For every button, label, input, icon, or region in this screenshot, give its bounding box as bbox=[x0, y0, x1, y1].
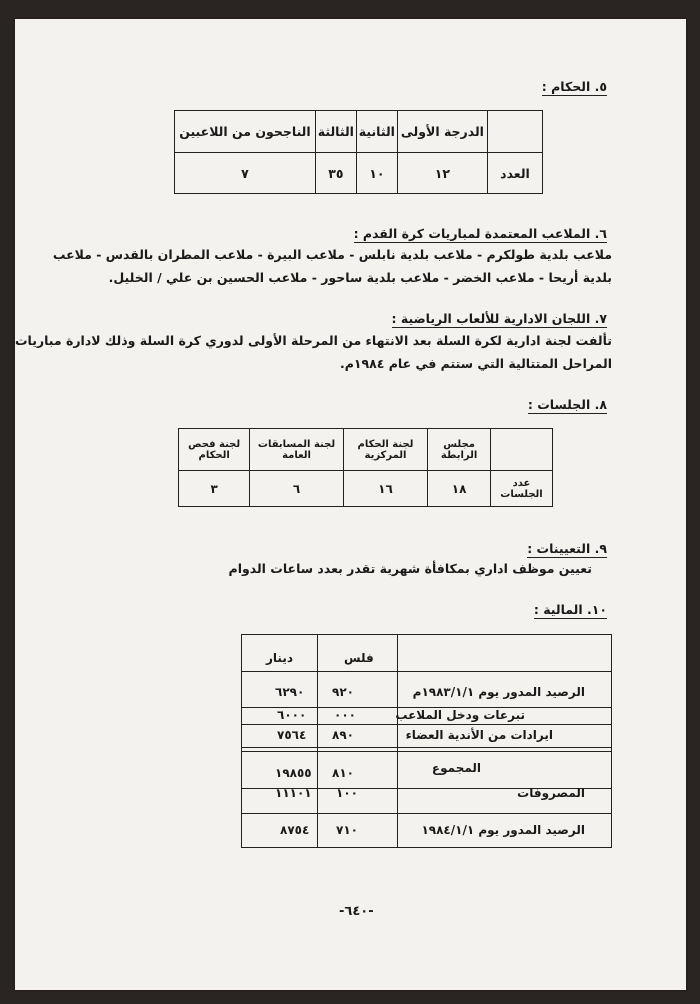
sessions-header-competitions-committee: لجنة المسابقات العامة bbox=[250, 429, 343, 471]
finance-dinar-2: ٧٥٦٤ bbox=[277, 728, 307, 742]
referees-table bbox=[174, 110, 543, 194]
section-7-heading: ٧. اللجان الادارية للألعاب الرياضية : bbox=[391, 311, 607, 326]
section-6-line-1: ملاعب بلدية طولكرم - ملاعب بلدية نابلس - ملاعب البيرة - ملاعب المطران بالقدس - ملاعب bbox=[52, 247, 612, 262]
section-7-line-2: المراحل المتتالية التي ستتم في عام ١٩٨٤م. bbox=[339, 356, 612, 371]
finance-dinar-3: ١٩٨٥٥ bbox=[275, 766, 312, 780]
sessions-header-council: مجلس الرابطة bbox=[428, 429, 491, 471]
referees-row-label: العدد bbox=[488, 153, 543, 194]
section-6-line-2: بلدية أريحا - ملاعب الخضر - ملاعب بلدية ساحور - ملاعب الحسين بن علي / الخليل. bbox=[108, 270, 612, 285]
sessions-header-referees-committee: لجنة الحكام المركزية bbox=[343, 429, 428, 471]
page-number: -٦٤٠- bbox=[339, 904, 374, 919]
finance-dinar-4: ١١١٠١ bbox=[275, 786, 312, 800]
sessions-value-competitions-committee: ٦ bbox=[250, 471, 343, 507]
sessions-value-referees-committee: ١٦ bbox=[343, 471, 428, 507]
finance-dinar-1: ٦٠٠٠ bbox=[277, 708, 307, 722]
finance-fils-4: ١٠٠ bbox=[336, 786, 358, 800]
sessions-table bbox=[178, 428, 553, 507]
finance-label-4: المصروفات bbox=[517, 786, 585, 800]
finance-label-1: تبرعات ودخل الملاعب bbox=[395, 708, 525, 722]
finance-label-5: الرصيد المدور يوم ١٩٨٤/١/١ bbox=[421, 823, 585, 837]
finance-dinar-5: ٨٧٥٤ bbox=[280, 823, 310, 837]
referees-value-second: ١٠ bbox=[356, 153, 397, 194]
referees-header-third: الثالثة bbox=[315, 111, 356, 153]
sessions-value-council: ١٨ bbox=[428, 471, 491, 507]
finance-label-2: ايرادات من الأندية العضاء bbox=[405, 728, 553, 742]
finance-label-0: الرصيد المدور يوم ١٩٨٣/١/١م bbox=[412, 685, 585, 699]
sessions-header-exam-committee: لجنة فحص الحكام bbox=[179, 429, 250, 471]
sessions-row-label: عدد الجلسات bbox=[491, 471, 553, 507]
finance-fils-5: ٧١٠ bbox=[336, 823, 358, 837]
referees-header-first: الدرجة الأولى bbox=[397, 111, 487, 153]
section-7-line-1: تألفت لجنة ادارية لكرة السلة بعد الانتهاء من المرحلة الأولى لدوري كرة السلة وذلك لادارة مباريات bbox=[14, 333, 612, 348]
section-10-heading: ١٠. المالية : bbox=[533, 602, 607, 617]
section-8-heading: ٨. الجلسات : bbox=[527, 397, 607, 412]
sessions-value-exam-committee: ٣ bbox=[179, 471, 250, 507]
referees-value-passed: ٧ bbox=[175, 153, 316, 194]
section-9-line-1: تعيين موظف اداري بمكافأة شهرية تقدر بعدد ساعات الدوام bbox=[228, 561, 592, 576]
referees-value-third: ٣٥ bbox=[315, 153, 356, 194]
finance-dinar-0: ٦٢٩٠ bbox=[275, 685, 305, 699]
referees-header-second: الثانية bbox=[356, 111, 397, 153]
section-5-heading: ٥. الحكام : bbox=[541, 79, 607, 94]
finance-fils-3: ٨١٠ bbox=[332, 766, 354, 780]
finance-fils-1: ٠٠٠ bbox=[334, 708, 356, 722]
referees-header-passed: الناجحون من اللاعبين bbox=[175, 111, 316, 153]
finance-header-dinar: دينار bbox=[266, 651, 293, 665]
finance-fils-0: ٩٢٠ bbox=[332, 685, 354, 699]
finance-label-3: المجموع bbox=[431, 761, 481, 775]
finance-table bbox=[241, 634, 612, 848]
finance-header-fils: فلس bbox=[344, 651, 374, 665]
section-9-heading: ٩. التعيينات : bbox=[527, 541, 607, 556]
finance-fils-2: ٨٩٠ bbox=[332, 728, 354, 742]
referees-value-first: ١٢ bbox=[397, 153, 487, 194]
section-6-heading: ٦. الملاعب المعتمدة لمباريات كرة القدم : bbox=[353, 226, 607, 241]
